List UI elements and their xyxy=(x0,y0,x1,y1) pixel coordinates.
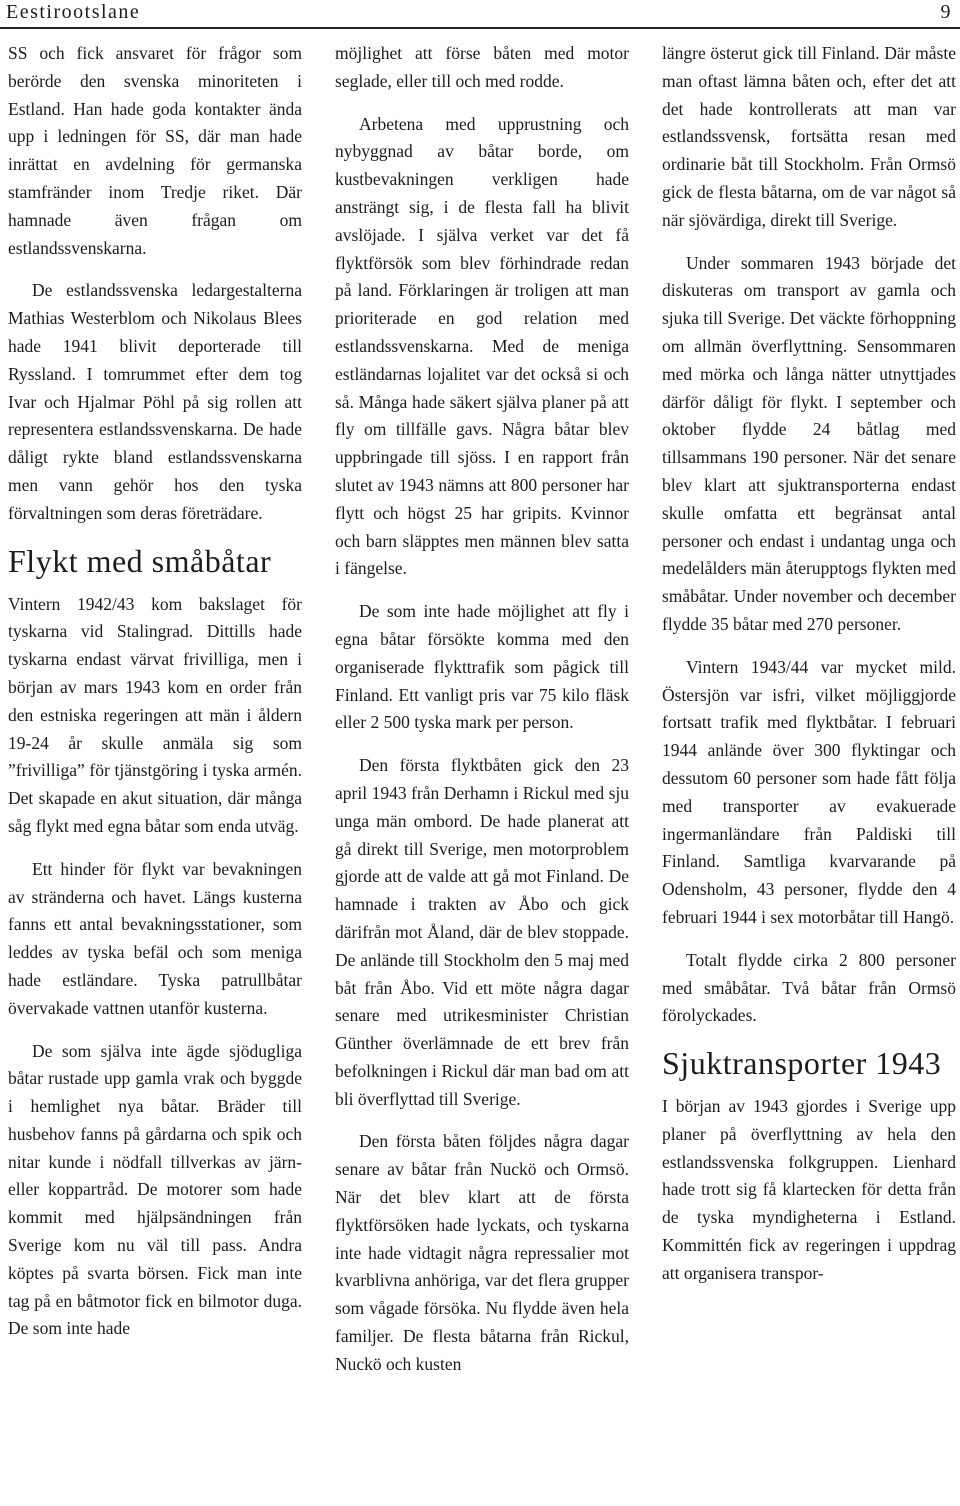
paragraph: De som själva inte ägde sjödugliga båtar rustade upp gamla vrak och byggde i hemlighet nya båtar. Bräder till husbehov fanns på gårdarna och spik och nitar kunde i nödfall tillverkas av järn- eller koppartråd. De motorer som hade kommit med hjälpsändningen från Sverige kom nu väl till pass. Andra köptes på svarta börsen. Fick man inte tag på en båtmotor fick en bilmotor duga. De som inte hade xyxy=(8,1040,302,1339)
section-heading: Sjuktransporter 1943 xyxy=(662,1045,942,1082)
paragraph: Arbetena med upprustning och nybyggnad av båtar borde, om kustbevakningen verkligen hade ansträngt sig, i de flesta fall ha blivit avslöjade. I själva verket var det få flyktförsök som blev förhindrade redan på land. Förklaringen är troligen att man prioriterade en god relation med estlandssvenskarna. Med de meniga estländarnas lojalitet var det också si och så. Många hade säkert själva planer på att fly om tillfälle gavs. Några båtar blev uppbringade till sjöss. I en rapport från slutet av 1943 nämns att 800 personer har flytt och högst 25 har gripits. Kvinnor och barn släpptes men männen blev satta i fängelse. xyxy=(335,113,629,579)
page-number: 9 xyxy=(940,1,952,23)
paragraph: I början av 1943 gjordes i Sverige upp planer på överflyttning av hela den estlandssvenska folkgruppen. Lienhard hade trott sig få klartecken för detta från de tyska myndigheterna i Estland. Kommittén fick av regeringen i uppdrag att organisera transpor- xyxy=(662,1096,956,1283)
paragraph: Den första båten följdes några dagar senare av båtar från Nuckö och Ormsö. När det blev klart att de första flyktförsöken hade lyckats, och tyskarna inte hade vidtagit några repressalier mot kvarblivna anhöriga, var det flera grupper som vågade försöka. Nu flydde även hela familjer. De flesta båtarna från Rickul, Nuckö och kusten xyxy=(335,1131,629,1374)
paragraph: Vintern 1943/44 var mycket mild. Östersjön var isfri, vilket möjliggjorde fortsatt trafik med flyktbåtar. I februari 1944 anlände över 300 flyktingar och dessutom 60 personer som hade fått följa med transporter av evakuerade ingermanländare från Paldiski till Finland. Samtliga kvarvarande på Odensholm, 43 personer, flydde den 4 februari 1944 i sex motorbåtar till Hangö. xyxy=(662,656,956,927)
publication-title: Eestirootslane xyxy=(6,1,141,23)
paragraph: SS och fick ansvaret för frågor som berörde den svenska minoriteten i Estland. Han hade goda kontakter ända upp i ledningen för SS, där man hade inrättat en avdelning för germanska stamfränder inom Tredje riket. Där hamnade även frågan om estlandssvenskarna. xyxy=(8,43,302,258)
paragraph: De estlandssvenska ledargestalterna Mathias Westerblom och Nikolaus Blees hade 1941 blivit deporterade till Ryssland. I tomrummet efter dem tog Ivar och Hjalmar Pöhl på sig rollen att representera estlandssvenskarna. De hade dåligt rykte bland estlandssvenskarna men vann gehör hos den tyska förvaltningen som deras företrädare. xyxy=(8,280,302,523)
paragraph: möjlighet att förse båten med motor seglade, eller till och med rodde. xyxy=(335,43,629,91)
paragraph: Ett hinder för flykt var bevakningen av stränderna och havet. Längs kusterna fanns ett antal bevakningsstationer, som leddes av tyska befäl och som meniga hade estländare. Tyska patrullbåtar övervakade vattnen utanför kusterna. xyxy=(8,858,302,1018)
paragraph: Totalt flydde cirka 2 800 personer med småbåtar. Två båtar från Ormsö förolyckades. xyxy=(662,949,956,1026)
paragraph: längre österut gick till Finland. Där måste man oftast lämna båten och, efter det att det hade kontrollerats att man var estlandssvensk, fortsätta resan med ordinarie båt till Stockholm. Från Ormsö gick de flesta båtarna, om de var något så när sjövärdiga, direkt till Sverige. xyxy=(662,43,956,230)
section-heading: Flykt med småbåtar xyxy=(8,542,272,579)
paragraph: Vintern 1942/43 kom bakslaget för tyskarna vid Stalingrad. Dittills hade tyskarna endast värvat frivilliga, men i början av mars 1943 kom en order från den estniska regeringen att män i åldern 19-24 år skulle anmäla sig som ”frivilliga” för tjänstgöring i tyska armén. Det skapade en akut situation, där många såg flykt med egna båtar som enda utväg. xyxy=(8,593,302,836)
column-3 xyxy=(662,40,956,1303)
running-header xyxy=(0,0,960,29)
column-2 xyxy=(335,40,629,1394)
paragraph: Under sommaren 1943 började det diskuteras om transport av gamla och sjuka till Sverige. Det väckte förhoppning om allmän överflyttning. Sensommaren med mörka och långa nätter utnyttjades därför dåligt för flykt. I september och oktober flydde 24 båtlag med tillsammans 190 personer. När det senare blev klart att sjuktransporterna endast skulle omfatta ett begränsat antal personer och endast i undantag unga och medelålders män återupptogs flykten med småbåtar. Under november och december flydde 35 båtar med 270 personer. xyxy=(662,252,956,634)
column-1 xyxy=(8,40,302,1358)
paragraph: De som inte hade möjlighet att fly i egna båtar försökte komma med den organiserade flykttrafik som pågick till Finland. Ett vanligt pris var 75 kilo fläsk eller 2 500 tyska mark per person. xyxy=(335,601,629,733)
paragraph: Den första flyktbåten gick den 23 april 1943 från Derhamn i Rickul med sju unga män ombord. De hade planerat att gå direkt till Sverige, men motorproblem gjorde att de valde att gå mot Finland. De hamnade i trakten av Åbo och gick därifrån mot Åland, där de blev stoppade. De anlände till Stockholm den 5 maj med båt från Åbo. Vid ett möte några dagar senare med utrikesminister Christian Günther överlämnade de ett brev från befolkningen i Rickul där man bad om att bli överflyttad till Sverige. xyxy=(335,755,629,1109)
